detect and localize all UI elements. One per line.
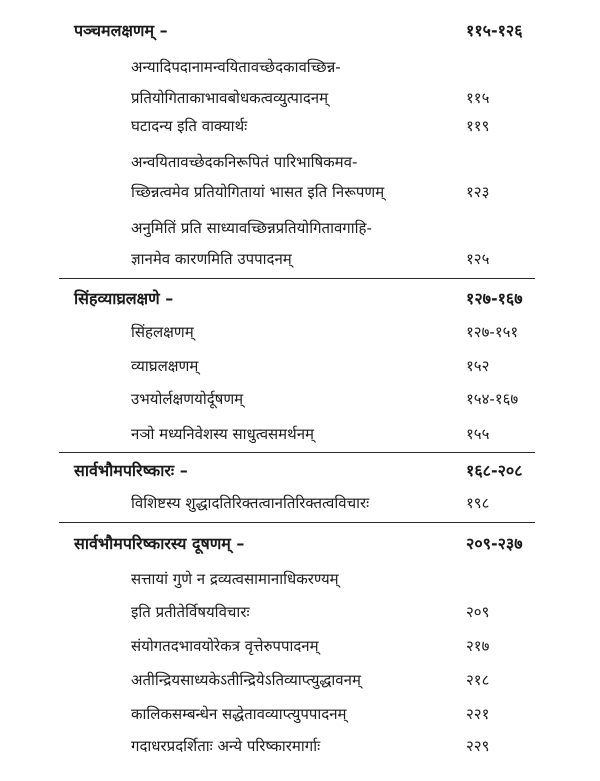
entry-text: इति प्रतीतेर्विषयविचारः	[131, 603, 250, 621]
list-item	[0, 731, 600, 761]
entry-page: १२५	[466, 250, 490, 268]
list-item	[0, 177, 600, 207]
entry-text: सत्तायां गुणे न द्रव्यत्वसामानाधिकरण्यम्	[131, 570, 339, 588]
entry-text: अतीन्द्रियसाध्यकेऽतीन्द्रियेऽतिव्याप्त्युद्धावनम्	[131, 671, 361, 689]
list-item	[0, 52, 600, 82]
list-item	[0, 597, 600, 627]
entry-text: सिंहलक्षणम्	[131, 323, 194, 341]
entry-page: १२३	[466, 183, 490, 201]
section-page-range: १२७-१६७	[466, 289, 523, 308]
entry-page: २१७	[466, 637, 490, 655]
entry-text: कालिकसम्बन्धेन सद्धेतावव्याप्त्युपपादनम्	[131, 705, 347, 723]
entry-page: ११५	[466, 89, 490, 107]
list-item	[0, 317, 600, 347]
section-title: सिंहव्याघ्रलक्षणे –	[74, 289, 174, 308]
entry-page: २०९	[466, 603, 490, 621]
list-item	[0, 83, 600, 113]
entry-text: प्रतियोगिताकाभावबोधकत्वव्युत्पादनम्	[131, 89, 329, 107]
section-title: सार्वभौमपरिष्कारस्य दूषणम् –	[74, 534, 245, 553]
entry-text: अनुमितिं प्रति साध्यावच्छिन्नप्रतियोगितावगाहि-	[131, 219, 372, 237]
entry-page: २२९	[466, 737, 490, 755]
entry-text: च्छिन्नत्वमेव प्रतियोगितायां भासत इति निरूपणम्	[131, 183, 385, 201]
entry-page: १९८	[466, 494, 490, 512]
section-heading	[0, 529, 600, 559]
entry-page: १५४-१६७	[466, 390, 519, 408]
list-item	[0, 488, 600, 518]
entry-text: घटादन्य इति वाक्यार्थः	[131, 117, 248, 135]
section-page-range: ११५-१२६	[466, 21, 523, 40]
entry-text: व्याघ्रलक्षणम्	[131, 357, 199, 375]
entry-text: विशिष्टस्य शुद्धादतिरिक्तत्वानतिरिक्तत्वविचारः	[131, 494, 370, 512]
entry-page: २२१	[466, 705, 490, 723]
list-item	[0, 351, 600, 381]
entry-text: गदाधरप्रदर्शिताः अन्ये परिष्कारमार्गाः	[131, 737, 321, 755]
section-divider	[59, 522, 535, 523]
entry-page: १५५	[466, 425, 490, 443]
entry-page: २१८	[466, 671, 490, 689]
list-item	[0, 564, 600, 594]
entry-text: नञो मध्यनिवेशस्य साधुत्वसमर्थनम्	[131, 425, 315, 443]
list-item	[0, 699, 600, 729]
section-title: पञ्चमलक्षणम् –	[74, 21, 168, 40]
list-item	[0, 384, 600, 414]
section-page-range: २०९-२३७	[466, 534, 523, 553]
section-heading	[0, 284, 600, 314]
list-item	[0, 419, 600, 449]
list-item	[0, 213, 600, 243]
entry-page: १५२	[466, 357, 490, 375]
list-item	[0, 244, 600, 274]
section-divider	[59, 278, 535, 279]
list-item	[0, 631, 600, 661]
list-item	[0, 147, 600, 177]
entry-text: संयोगतदभावयोरेकत्र वृत्तेरुपपादनम्	[131, 637, 319, 655]
list-item	[0, 111, 600, 141]
section-page-range: १६८-२०८	[466, 461, 523, 480]
entry-text: उभयोर्लक्षणयोर्दूषणम्	[131, 390, 244, 408]
entry-text: ज्ञानमेव कारणमिति उपपादनम्	[131, 250, 292, 268]
entry-text: अन्वयितावच्छेदकनिरूपितं पारिभाषिकमव-	[131, 153, 358, 171]
entry-page: १२७-१५१	[466, 323, 519, 341]
section-heading	[0, 16, 600, 46]
section-title: सार्वभौमपरिष्कारः –	[74, 461, 188, 480]
section-divider	[59, 452, 535, 453]
section-heading	[0, 456, 600, 486]
entry-text: अन्यादिपदानामन्वयितावच्छेदकावच्छिन्न-	[131, 58, 341, 76]
entry-page: ११९	[466, 117, 490, 135]
list-item	[0, 665, 600, 695]
